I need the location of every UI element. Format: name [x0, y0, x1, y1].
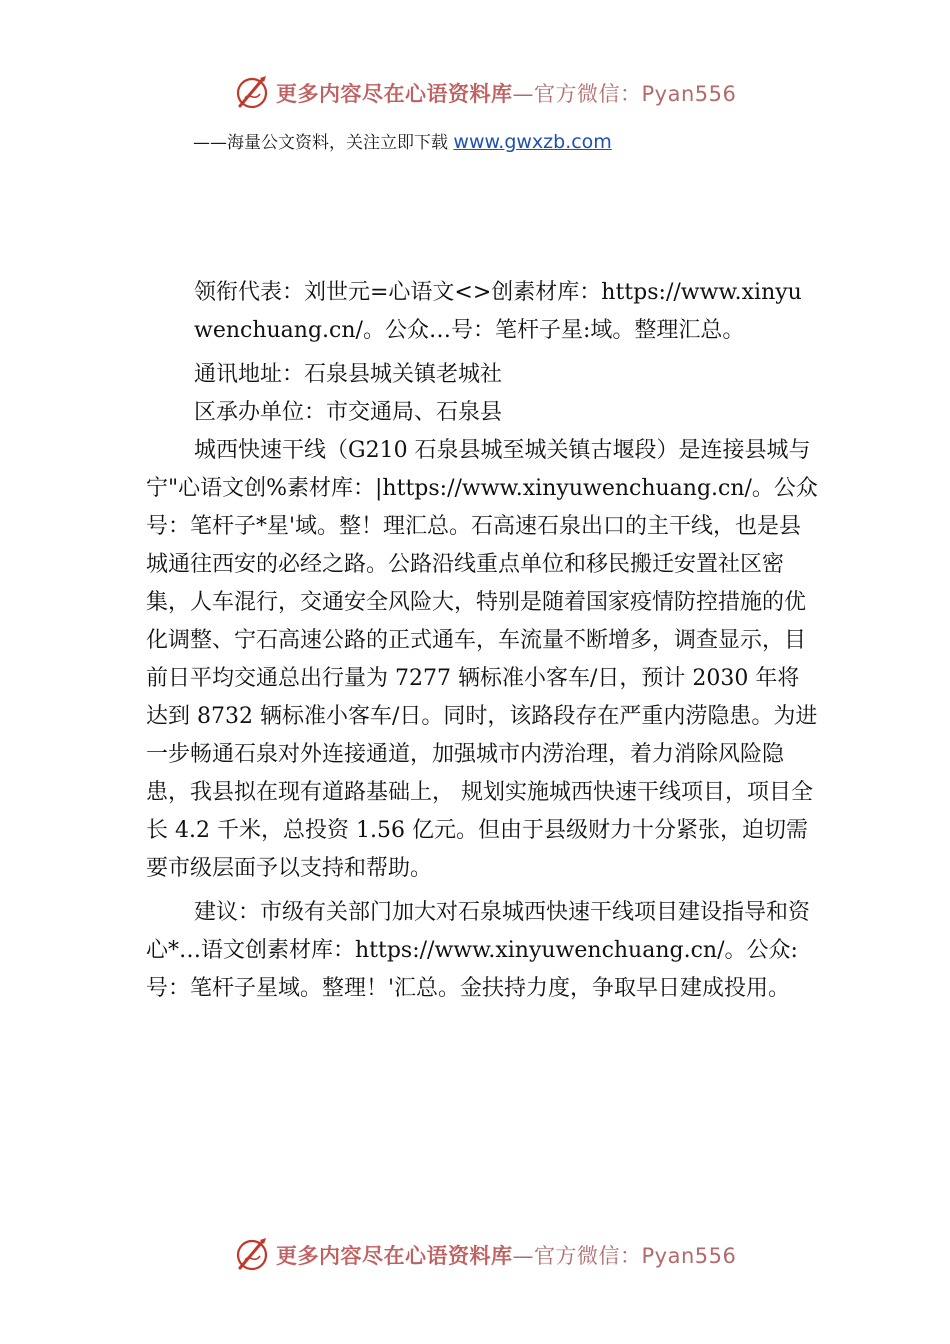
- footer-banner-official: —官方微信：Pyan556: [512, 1244, 737, 1268]
- subline-text: ——海量公文资料，关注立即下载: [193, 133, 454, 153]
- footer-banner-text: [276, 1240, 736, 1270]
- pen-logo-icon: [232, 72, 272, 112]
- header-banner-official: —官方微信：Pyan556: [512, 82, 737, 106]
- paragraph-lead-rep: 领衔代表：刘世元=心语文<>创素材库：https://www.xinyuwenchuang.cn/。公众…号：笔杆子星:域。整理汇总。: [194, 280, 802, 343]
- paragraph-main: 城西快速干线（G210 石泉县城至城关镇古堰段）是连接县城与宁"心语文创%素材库：|https://www.xinyuwenchuang.cn/。公众号：笔杆子*星'域。整！理汇总。石高速石泉出口的主干线，也是县城通往西安的必经之路。公路沿线重点单位和移民搬迁安置社区密集，人车混行，交通安全风险大，特别是随着国家疫情防控措施的优化调整、宁石高速公路的正式通车，车流量不断增多，调查显示，目前日平均交通总出行量为 7277 辆标准小客车/日，预计 2030 年将达到 8732 辆标准小客车/日。同时，该路段存在严重内涝隐患。为进一步畅通石泉对外连接通道，加强城市内涝治理，着力消除风险隐患，我县拟在现有道路基础上， 规划实施城西快速干线项目，项目全长 4.2 千米，总投资 1.56 亿元。但由于县级财力十分紧张，迫切需要市级层面予以支持和帮助。: [146, 438, 818, 881]
- header-banner-text: [276, 78, 736, 108]
- subline-link[interactable]: www.gwxzb.com: [453, 131, 612, 153]
- paragraph-address: 通讯地址：石泉县城关镇老城社: [194, 362, 503, 387]
- header-banner-main: 更多内容尽在心语资料库: [276, 82, 513, 106]
- subline: [193, 128, 612, 153]
- paragraph-unit: 区承办单位：市交通局、石泉县: [194, 400, 503, 425]
- pen-logo-icon: [232, 1234, 272, 1274]
- paragraph-suggestion: 建议：市级有关部门加大对石泉城西快速干线项目建设指导和资心*…语文创素材库：https://www.xinyuwenchuang.cn/。公众:号：笔杆子星域。整理！'汇总。金扶持力度，争取早日建成投用。: [146, 900, 811, 1001]
- footer-banner-main: 更多内容尽在心语资料库: [276, 1244, 513, 1268]
- footer-banner: [0, 1232, 950, 1276]
- header-banner: [0, 70, 950, 114]
- document-body: [146, 274, 818, 1008]
